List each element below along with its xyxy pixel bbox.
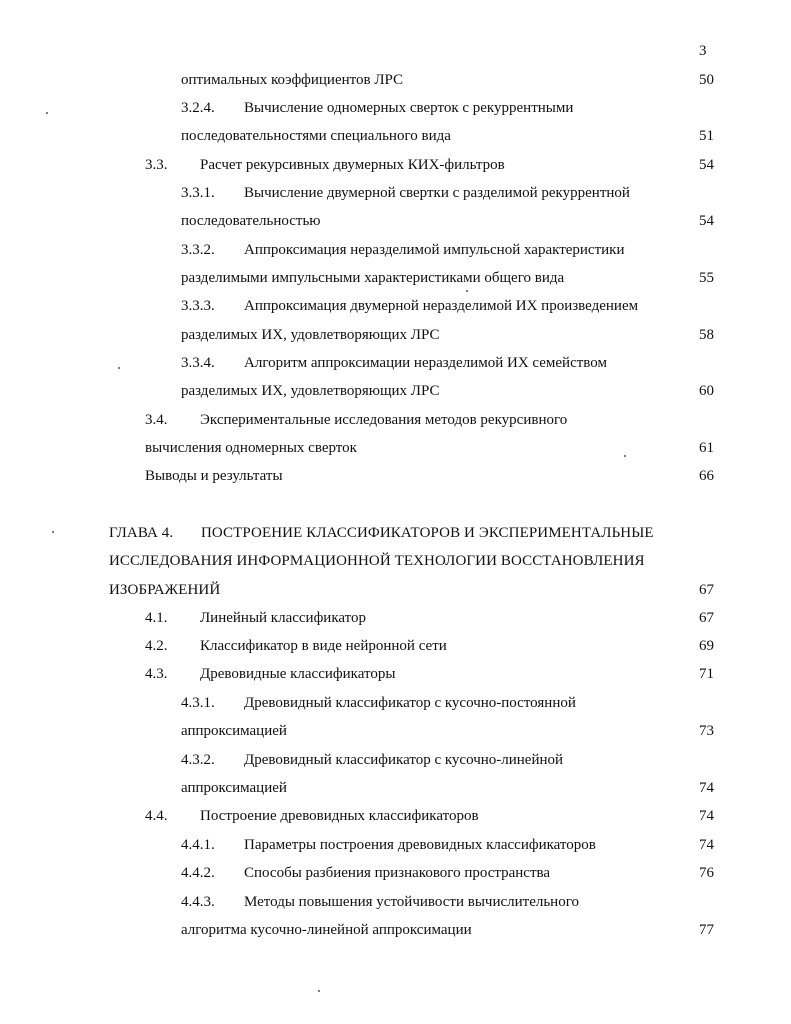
toc-entry-title-line: Способы разбиения признакового пространства [244,865,551,881]
toc-entry-number: 4.4.3. [181,894,215,910]
toc-entry-title-line: ПОСТРОЕНИЕ КЛАССИФИКАТОРОВ И ЭКСПЕРИМЕНТАЛЬНЫЕ [201,525,654,541]
toc-entry-title-line: аппроксимацией [181,723,287,739]
toc-entry-number: 4.2. [145,638,168,654]
toc-entry-page: 74 [699,808,714,824]
toc-entry-number: 3.3.3. [181,298,215,314]
toc-entry-number: 3.4. [145,412,168,428]
toc-entry-title-line: разделимых ИХ, удовлетворяющих ЛРС [181,383,440,399]
toc-entry-page: 58 [699,327,714,343]
toc-entry-title-line: последовательностями специального вида [181,128,451,144]
toc-entry-title-line: Методы повышения устойчивости вычислительного [244,894,579,910]
toc-entry-page: 50 [699,72,714,88]
toc-entry-title-line: Древовидные классификаторы [200,666,396,682]
toc-entry-page: 67 [699,582,714,598]
toc-entry-title-line: Выводы и результаты [145,468,283,484]
toc-entry-title-line: Вычисление одномерных сверток с рекуррентными [244,100,574,116]
toc-entry-title-line: Древовидный классификатор с кусочно-постоянной [244,695,576,711]
toc-entry-title-line: Расчет рекурсивных двумерных КИХ-фильтров [200,157,505,173]
toc-entry-number: 4.3.1. [181,695,215,711]
toc-entry-title-line: последовательностью [181,213,321,229]
scan-speck [466,290,468,292]
toc-entry-page: 67 [699,610,714,626]
toc-entry-title-line: Аппроксимация неразделимой импульсной характеристики [244,242,625,258]
page-number: 3 [699,43,707,59]
toc-entry-number: 4.4.1. [181,837,215,853]
toc-entry-title-line: Классификатор в виде нейронной сети [200,638,447,654]
toc-entry-page: 71 [699,666,714,682]
toc-entry-title-line: Аппроксимация двумерной неразделимой ИХ произведением [244,298,639,314]
toc-entry-number: ГЛАВА 4. [109,525,174,541]
scan-speck [118,367,120,369]
toc-entry-number: 3.3.4. [181,355,215,371]
scan-speck [318,990,320,992]
scan-speck [624,455,626,457]
toc-entry-number: 4.4.2. [181,865,215,881]
toc-entry-number: 4.3. [145,666,168,682]
toc-entry-page: 74 [699,780,714,796]
toc-entry-title-line: Древовидный классификатор с кусочно-линейной [244,752,564,768]
toc-entry-title-line: вычисления одномерных сверток [145,440,357,456]
toc-entry-title-line: Вычисление двумерной свертки с разделимой рекуррентной [244,185,630,201]
toc-entry-number: 3.3.1. [181,185,215,201]
toc-entry-page: 77 [699,922,714,938]
toc-entry-page: 73 [699,723,714,739]
toc-entry-title-line: алгоритма кусочно-линейной аппроксимации [181,922,472,938]
toc-entry-page: 76 [699,865,714,881]
toc-entry-number: 3.2.4. [181,100,215,116]
toc-entry-page: 54 [699,213,714,229]
toc-entry-number: 3.3.2. [181,242,215,258]
toc-entry-page: 66 [699,468,714,484]
toc-entry-page: 55 [699,270,714,286]
toc-entry-page: 51 [699,128,714,144]
toc-entry-title-line: Экспериментальные исследования методов рекурсивного [200,412,568,428]
toc-entry-page: 60 [699,383,714,399]
toc-entry-page: 61 [699,440,714,456]
toc-entry-title-line: Линейный классификатор [200,610,367,626]
toc-entry-title-line: оптимальных коэффициентов ЛРС [181,72,404,88]
toc-entry-title-line: аппроксимацией [181,780,287,796]
toc-entry-title-line: разделимых ИХ, удовлетворяющих ЛРС [181,327,440,343]
toc-entry-title-line: разделимыми импульсными характеристиками общего вида [181,270,565,286]
toc-entry-page: 74 [699,837,714,853]
toc-entry-page: 54 [699,157,714,173]
toc-entry-number: 4.4. [145,808,168,824]
toc-entry-title-line: ИЗОБРАЖЕНИЙ [109,582,221,598]
toc-entry-number: 4.1. [145,610,168,626]
toc-entry-number: 4.3.2. [181,752,215,768]
toc-entry-title-line: Алгоритм аппроксимации неразделимой ИХ семейством [244,355,607,371]
toc-entry-title-line: ИССЛЕДОВАНИЯ ИНФОРМАЦИОННОЙ ТЕХНОЛОГИИ ВОССТАНОВЛЕНИЯ [109,553,645,569]
scan-speck [52,531,54,533]
toc-entry-number: 3.3. [145,157,168,173]
scan-speck [46,112,48,114]
toc-entry-page: 69 [699,638,714,654]
toc-entry-title-line: Параметры построения древовидных классификаторов [244,837,596,853]
toc-entry-title-line: Построение древовидных классификаторов [200,808,479,824]
